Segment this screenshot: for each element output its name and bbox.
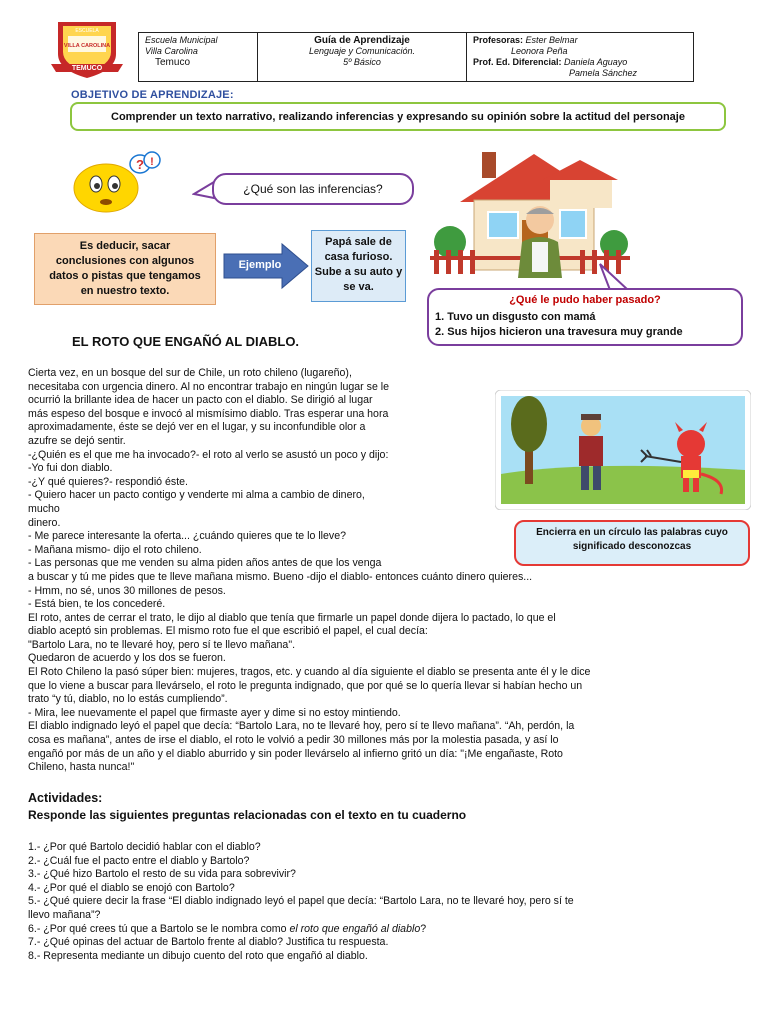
story-line: ocurrió la brillante idea de hacer un pacto con el diablo. Se dirigió al lugar [28, 394, 373, 407]
diff-label: Prof. Ed. Diferencial: [473, 57, 562, 67]
question-6-italic: el roto que engañó al diablo [289, 922, 421, 935]
example-text: Papá sale de casa furioso. Sube a su auto y se va. [314, 236, 403, 293]
story-line: - Quiero hacer un pacto contigo y venderte mi alma a cambio de dinero, [28, 489, 365, 502]
story-line: a buscar y tú me pides que te lleve mañana mismo. Bueno -dijo el diablo- entonces cuánto dinero quieres... [28, 570, 533, 583]
logo-text-3: TEMUCO [71, 65, 103, 72]
svg-text:?: ? [136, 157, 144, 172]
question-1: 1.- ¿Por qué Bartolo decidió hablar con el diablo? [28, 841, 261, 853]
option-1: 1. Tuvo un disgusto con mamá [435, 311, 596, 323]
what-happened-options [435, 310, 683, 340]
angry-dad-house-illustration [430, 150, 630, 280]
inference-question-bubble [212, 173, 414, 205]
story-line: "Bartolo Lara, no te llevaré hoy, pero sí te llevo mañana". [28, 638, 296, 651]
story-line: mucho [28, 502, 60, 515]
definition-box [34, 233, 216, 305]
story-line: cosa es mañana”, antes de irse el diablo, el roto le volvió a pedir 30 millones más por la molestia pasada, y así lo [28, 734, 559, 747]
header-table [138, 32, 694, 82]
story-line: azufre se dejó sentir. [28, 434, 126, 447]
story-line: Cierta vez, en un bosque del sur de Chile, un roto chileno (lugareño), [28, 367, 352, 379]
story-line: dinero. [28, 516, 61, 529]
question-6 [28, 923, 728, 937]
story-line: - Mañana mismo- dijo el roto chileno. [28, 543, 202, 556]
teacher-2: Leonora Peña [511, 46, 568, 56]
story-line: El Roto Chileno la pasó súper bien: mujeres, tragos, etc. y cuando al día siguiente el diablo se presenta ante él y le dice [28, 666, 591, 679]
questions-list [28, 841, 728, 963]
story-line: El diablo indignado leyó el papel que decía: “Bartolo Lara, no te llevaré hoy, pero sí te llevo mañana”. “Ah, perdón, la [28, 720, 575, 733]
story-line: más espeso del bosque e invocó al mismísimo diablo. Tras esperar una hora [28, 407, 389, 420]
guide-cell [258, 33, 467, 82]
story-line: trato “y tú, diablo, no lo estás cumpliendo”. [28, 693, 228, 706]
question-5a: 5.- ¿Qué quiere decir la frase “El diablo indignado leyó el papel que decía: “Bartolo Lara, no te llevaré hoy, pero sí te [28, 895, 574, 908]
thinking-emoji-icon [68, 148, 168, 216]
story-line: que lo viene a buscar para llevárselo, el roto le pregunta indignado, que por qué se lo quería llevar si habían hecho un [28, 679, 583, 692]
question-6-post: ? [420, 922, 427, 935]
story-line: -Yo fui don diablo. [28, 462, 113, 475]
story-title: EL ROTO QUE ENGAÑÓ AL DIABLO. [72, 334, 300, 349]
story-line: aproximadamente, éste se dejó ver en el lugar, y su inconfundible olor a [28, 421, 366, 434]
diff-teacher-2: Pamela Sánchez [569, 68, 638, 78]
activities-subtitle: Responde las siguientes preguntas relacionadas con el texto en tu cuaderno [28, 808, 467, 822]
what-happened-box [427, 288, 743, 346]
inference-question: ¿Qué son las inferencias? [243, 182, 383, 196]
story-line: - Me parece interesante la oferta... ¿cuándo quieres que te lo lleve? [28, 530, 346, 543]
question-2: 2.- ¿Cuál fue el pacto entre el diablo y Bartolo? [28, 854, 250, 867]
story-line: Quedaron de acuerdo y los dos se fueron. [28, 652, 226, 665]
question-4: 4.- ¿Por qué el diablo se enojó con Bartolo? [28, 881, 235, 894]
teachers-label: Profesoras: [473, 35, 524, 45]
school-cell [139, 33, 258, 82]
question-5b: llevo mañana”? [28, 908, 101, 921]
logo-text-1: ESCUELA [75, 28, 99, 34]
story-line: Chileno, hasta nunca!" [28, 761, 135, 774]
activities-title: Actividades: [28, 791, 103, 805]
school-logo [48, 20, 126, 82]
story-line: El roto, antes de cerrar el trato, le dijo al diablo que tenía que firmarle un papel donde dijera lo pactado, lo que el [28, 611, 556, 624]
school-line1: Escuela Municipal [145, 35, 218, 45]
question-6-pre: 6.- ¿Por qué crees tú que a Bartolo se le nombra como [28, 922, 290, 935]
logo-text-2: VILLA CAROLINA [63, 43, 111, 49]
roto-and-devil-illustration [495, 390, 751, 510]
objective-text: Comprender un texto narrativo, realizando inferencias y expresando su opinión sobre la actitud del personaje [111, 110, 685, 123]
teachers-cell [467, 33, 694, 82]
story-line: necesitaba con urgencia dinero. Al no encontrar trabajo en ningún lugar se le [28, 380, 390, 393]
diff-teacher-1: Daniela Aguayo [564, 57, 628, 67]
guide-title: Guía de Aprendizaje [314, 35, 410, 46]
question-7: 7.- ¿Qué opinas del actuar de Bartolo frente al diablo? Justifica tu respuesta. [28, 936, 389, 949]
what-happened-title: ¿Qué le pudo haber pasado? [509, 294, 661, 306]
definition-text: Es deducir, sacar conclusiones con algunos datos o pistas que tengamos en nuestro texto. [49, 240, 201, 297]
circle-words-note [514, 520, 750, 566]
example-label: Ejemplo [238, 259, 282, 271]
question-3: 3.- ¿Qué hizo Bartolo el resto de su vida para sobrevivir? [28, 868, 296, 881]
school-line2: Villa Carolina [145, 46, 198, 56]
story-line: engañó por más de un año y el diablo aburrido y sin poder llevárselo al infierno gritó un día: "¡Me engañaste, Roto [28, 747, 563, 760]
teacher-1: Ester Belmar [525, 35, 578, 45]
story-line: -¿Quién es el que me ha invocado?- el roto al verlo se asustó un poco y dijo: [28, 448, 389, 461]
story-line: - Está bien, te los concederé. [28, 598, 166, 611]
option-2: 2. Sus hijos hicieron una travesura muy grande [435, 326, 683, 338]
guide-subject: Lenguaje y Comunicación. [308, 46, 416, 56]
objective-box [70, 102, 726, 131]
question-8: 8.- Representa mediante un dibujo cuento del roto que engañó al diablo. [28, 949, 368, 962]
story-line: - Hmm, no sé, unos 30 millones de pesos. [28, 584, 226, 597]
svg-text:!: ! [150, 156, 154, 168]
example-box [311, 230, 406, 302]
story-line: -¿Y qué quieres?- respondió éste. [28, 475, 188, 488]
story-line: diablo aceptó sin problemas. El mismo roto fue el que escribió el papel, el cual decía: [28, 625, 428, 638]
story-line: - Mira, lee nuevamente el papel que firmaste ayer y dime si no estoy mintiendo. [28, 706, 401, 719]
story-line: - Las personas que me venden su alma piden años antes de que los venga [28, 557, 382, 570]
objective-title: OBJETIVO DE APRENDIZAJE: [71, 89, 234, 101]
school-line3: Temuco [155, 57, 191, 68]
circle-words-text: Encierra en un círculo las palabras cuyo significado desconozcas [536, 527, 728, 552]
guide-grade: 5º Básico [343, 57, 381, 67]
